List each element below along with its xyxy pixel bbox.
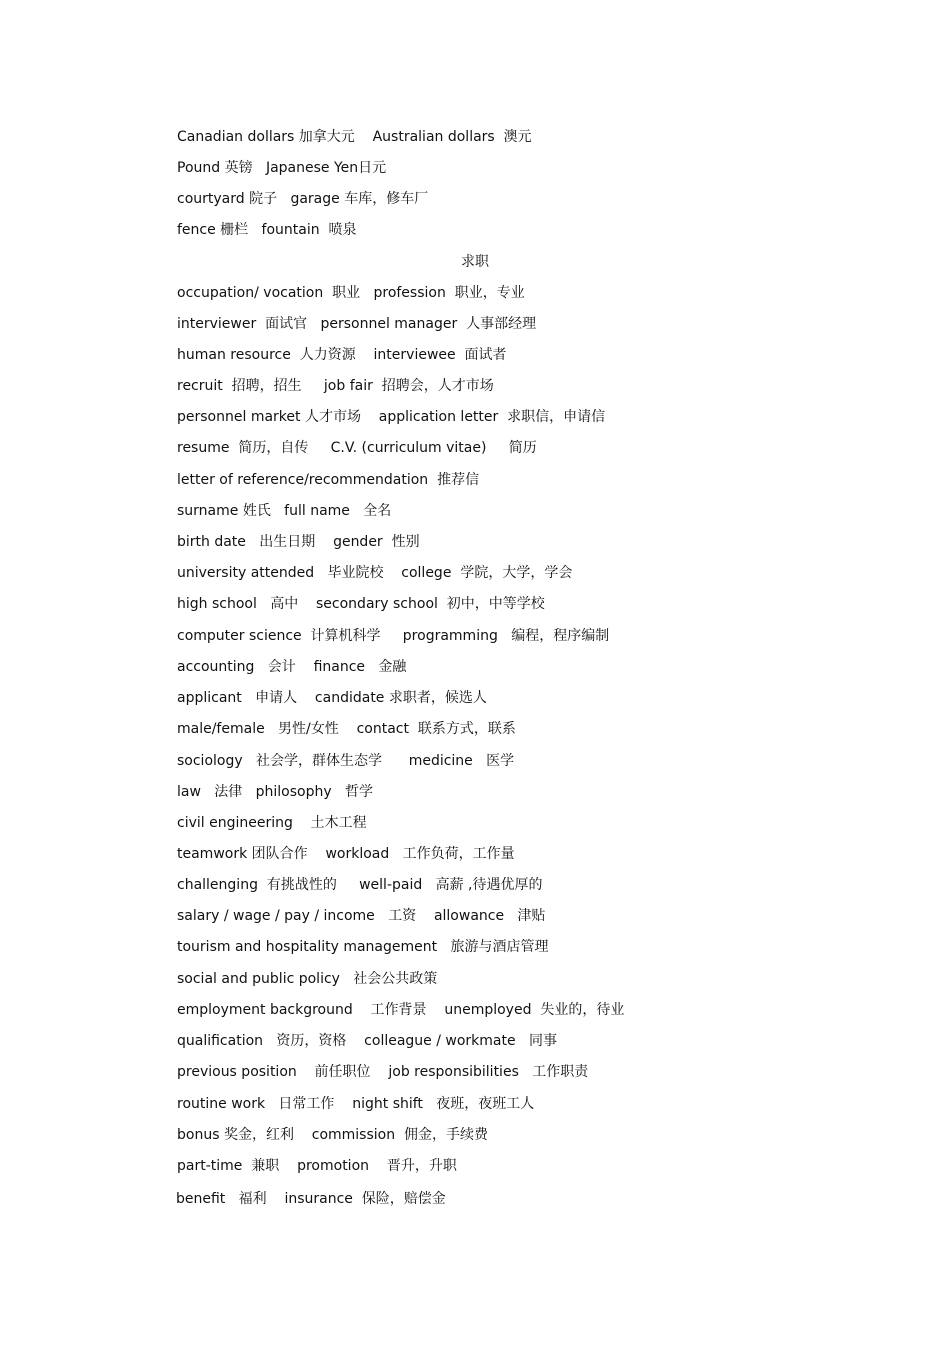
vocab-line: applicant 申请人 candidate 求职者，候选人 [177,690,487,706]
vocab-line: civil engineering 土木工程 [177,815,367,831]
vocab-line: sociology 社会学，群体生态学 medicine 医学 [177,753,515,769]
section-heading: 求职 [461,254,489,270]
vocab-line: benefit 福利 insurance 保险，赔偿金 [176,1191,446,1207]
vocab-line: law 法律 philosophy 哲学 [177,784,373,800]
vocab-line: routine work 日常工作 night shift 夜班，夜班工人 [177,1096,535,1112]
vocab-line: previous position 前任职位 job responsibilities 工作职责 [177,1064,589,1080]
vocab-line: computer science 计算机科学 programming 编程，程序编制 [177,628,610,644]
vocab-line: fence 栅栏 fountain 喷泉 [177,222,357,238]
vocab-line: high school 高中 secondary school 初中，中等学校 [177,596,545,612]
vocab-line: part-time 兼职 promotion 晋升，升职 [177,1158,457,1174]
vocab-line: challenging 有挑战性的 well-paid 高薪 ,待遇优厚的 [177,877,543,893]
vocab-line: letter of reference/recommendation 推荐信 [177,472,480,488]
vocab-line: employment background 工作背景 unemployed 失业的，待业 [177,1002,625,1018]
vocab-line: courtyard 院子 garage 车库，修车厂 [177,191,429,207]
vocab-line: Canadian dollars 加拿大元 Australian dollars 澳元 [177,129,532,145]
vocab-line: occupation/ vocation 职业 profession 职业，专业 [177,285,525,301]
vocab-line: interviewer 面试官 personnel manager 人事部经理 [177,316,537,332]
vocab-line: teamwork 团队合作 workload 工作负荷，工作量 [177,846,515,862]
vocab-line: bonus 奖金，红利 commission 佣金，手续费 [177,1127,488,1143]
vocab-line: social and public policy 社会公共政策 [177,971,438,987]
vocab-line: surname 姓氏 full name 全名 [177,503,392,519]
vocab-line: recruit 招聘，招生 job fair 招聘会，人才市场 [177,378,494,394]
vocab-line: personnel market 人才市场 application letter 求职信，申请信 [177,409,606,425]
vocab-line: birth date 出生日期 gender 性别 [177,534,420,550]
vocab-line: qualification 资历，资格 colleague / workmate 同事 [177,1033,557,1049]
vocab-line: accounting 会计 finance 金融 [177,659,407,675]
vocab-line: salary / wage / pay / income 工资 allowance 津贴 [177,908,546,924]
vocab-line: resume 简历，自传 C.V. (curriculum vitae) 简历 [177,440,537,456]
vocab-line: human resource 人力资源 interviewee 面试者 [177,347,507,363]
vocab-line: male/female 男性/女性 contact 联系方式，联系 [177,721,516,737]
vocab-line: university attended 毕业院校 college 学院，大学，学会 [177,565,573,581]
vocab-line: tourism and hospitality management 旅游与酒店管理 [177,939,549,955]
vocab-line: Pound 英镑 Japanese Yen日元 [177,160,387,176]
